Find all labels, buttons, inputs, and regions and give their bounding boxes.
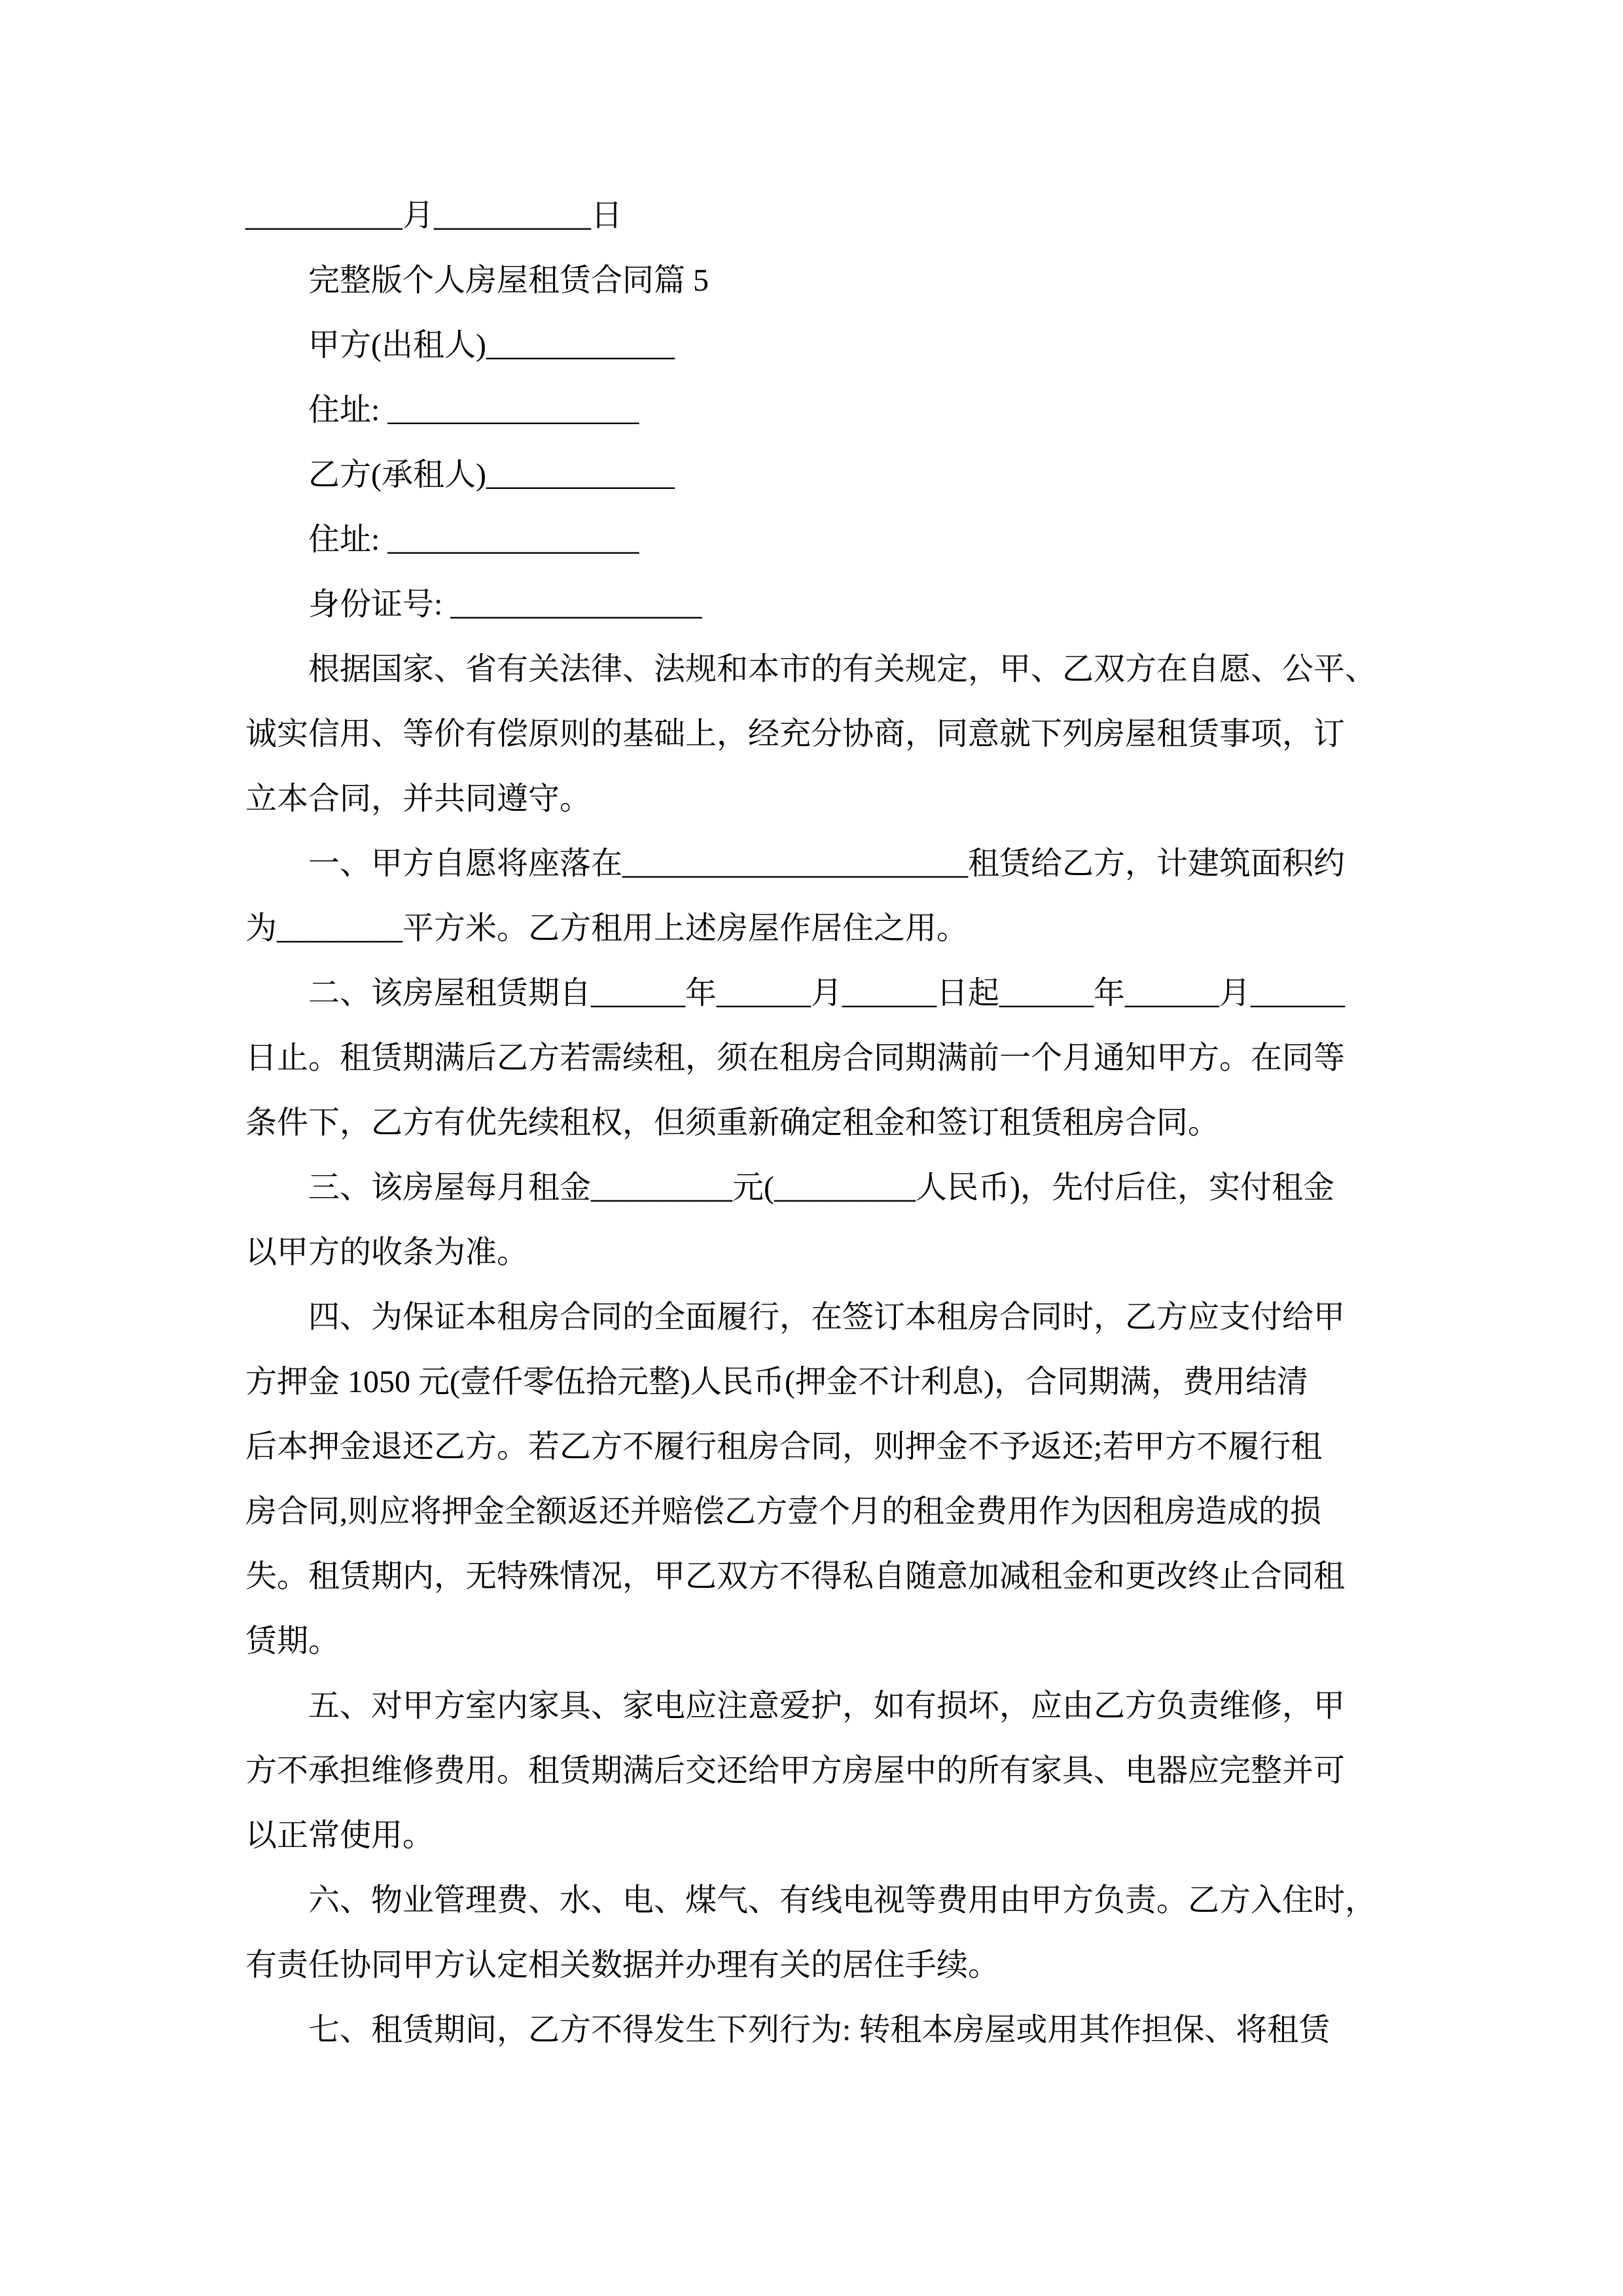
clause-4-line-3: 后本押金退还乙方。若乙方不履行租房合同，则押金不予返还;若甲方不履行租 [245, 1429, 1323, 1464]
clause-1-line-2: 为________平方米。乙方租用上述房屋作居住之用。 [245, 911, 969, 946]
clause-4-line-4: 房合同,则应将押金全额返还并赔偿乙方壹个月的租金费用作为因租房造成的损 [245, 1494, 1322, 1529]
document-title: 完整版个人房屋租赁合同篇 5 [308, 263, 709, 298]
party-a-address-line: 住址: ________________ [308, 393, 639, 427]
preamble-line-2: 诚实信用、等价有偿原则的基础上，经充分协商，同意就下列房屋租赁事项，订 [245, 717, 1346, 751]
clause-2-line-2: 日止。租赁期满后乙方若需续租，须在租房合同期满前一个月通知甲方。在同等 [245, 1041, 1346, 1075]
clause-5-line-2: 方不承担维修费用。租赁期满后交还给甲方房屋中的所有家具、电器应完整并可 [245, 1753, 1346, 1788]
document-body [245, 183, 1384, 2062]
clause-3-line-1: 三、该房屋每月租金_________元(_________人民币)，先付后住，实付租金 [308, 1170, 1334, 1205]
clause-2-line-3: 条件下，乙方有优先续租权，但须重新确定租金和签订租赁租房合同。 [245, 1105, 1220, 1140]
clause-3-line-2: 以甲方的收条为准。 [245, 1235, 529, 1270]
clause-7-line-1: 七、租赁期间，乙方不得发生下列行为: 转租本房屋或用其作担保、将租赁 [308, 2013, 1330, 2047]
clause-2-line-1: 二、该房屋租赁期自______年______月______日起______年______月______ [308, 976, 1346, 1011]
date-line: __________月__________日 [245, 198, 623, 233]
clause-1-line-1: 一、甲方自愿将座落在______________________租赁给乙方，计建筑面积约 [308, 846, 1346, 881]
clause-5-line-1: 五、对甲方室内家具、家电应注意爱护，如有损坏，应由乙方负责维修，甲 [308, 1689, 1346, 1723]
clause-4-line-1: 四、为保证本租房合同的全面履行，在签订本租房合同时，乙方应支付给甲 [308, 1300, 1346, 1335]
clause-6-line-1: 六、物业管理费、水、电、煤气、有线电视等费用由甲方负责。乙方入住时， [308, 1883, 1377, 1918]
clause-6-line-2: 有责任协同甲方认定相关数据并办理有关的居住手续。 [245, 1948, 1000, 1982]
party-b-address-line: 住址: ________________ [308, 522, 639, 557]
preamble-line-3: 立本合同，并共同遵守。 [245, 781, 592, 816]
party-b-line: 乙方(承租人)____________ [308, 457, 675, 492]
party-b-id-line: 身份证号: ________________ [308, 587, 702, 622]
preamble-line-1: 根据国家、省有关法律、法规和本市的有关规定，甲、乙双方在自愿、公平、 [308, 652, 1377, 687]
party-a-line: 甲方(出租人)____________ [308, 328, 675, 363]
clause-4-line-6: 赁期。 [245, 1624, 340, 1659]
clause-4-line-2: 方押金 1050 元(壹仟零伍拾元整)人民币(押金不计利息)，合同期满，费用结清 [245, 1365, 1308, 1399]
clause-5-line-3: 以正常使用。 [245, 1818, 435, 1853]
clause-4-line-5: 失。租赁期内，无特殊情况，甲乙双方不得私自随意加减租金和更改终止合同租 [245, 1559, 1346, 1594]
